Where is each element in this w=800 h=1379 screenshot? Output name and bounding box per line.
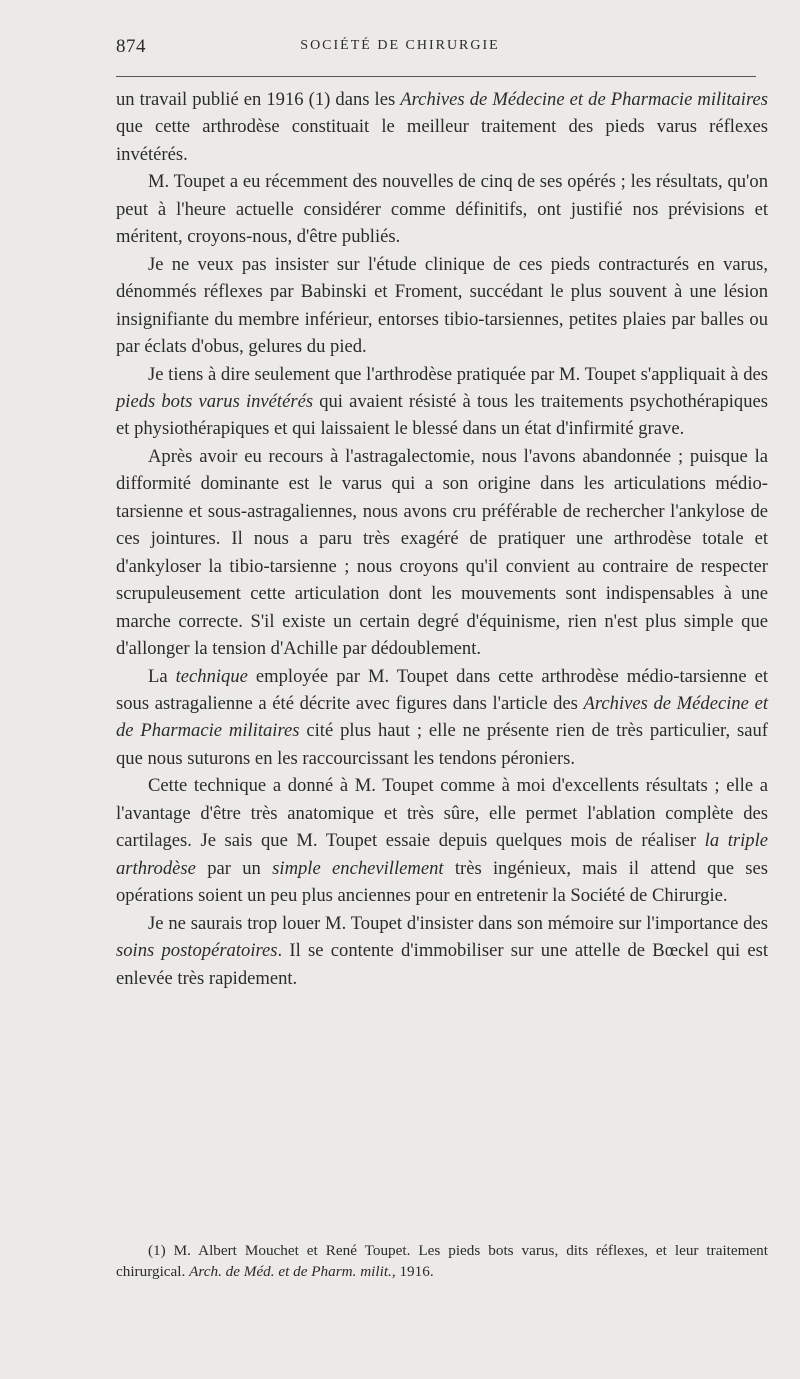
paragraph <box>116 663 768 773</box>
italic-text: Arch. de Méd. et de Pharm. milit. <box>189 1263 392 1280</box>
running-head: SOCIÉTÉ DE CHIRURGIE <box>300 38 500 53</box>
paragraph <box>116 86 768 168</box>
paragraph <box>116 772 768 909</box>
italic-text: technique <box>175 665 248 687</box>
italic-text: simple enchevillement <box>272 857 444 879</box>
text-run: Cette technique a donné à M. Toupet comme à moi d'excellents résultats ; elle a l'avantage d'être très anatomique et très sûre, elle permet l'ablation complète des cartilages. Je sais que M. Toupet essaie depuis quelques mois de réaliser <box>116 775 768 852</box>
paragraph <box>116 443 768 663</box>
text-run: Je ne saurais trop louer M. Toupet d'insister dans son mémoire sur l'importance des <box>148 912 768 934</box>
footnote-text <box>116 1240 768 1282</box>
italic-text: Archives de Médecine et de Pharmacie militaires <box>116 692 768 742</box>
text-run: , 1916. <box>391 1263 434 1280</box>
italic-text: la triple arthrodèse <box>116 830 768 879</box>
text-run: par un <box>195 857 273 879</box>
text-run: La <box>148 665 176 687</box>
italic-text: pieds bots varus invétérés <box>116 390 314 412</box>
text-run: un travail publié en 1916 (1) dans les <box>116 89 401 110</box>
text-run: . Il se contente d'immobiliser sur une attelle de Bœckel qui est enlevée très rapidement. <box>116 940 769 989</box>
text-run: Je tiens à dire seulement que l'arthrodèse pratiquée par M. Toupet s'appliquait à des <box>148 363 768 385</box>
text-run: M. Toupet a eu récemment des nouvelles de cinq de ses opérés ; les résultats, qu'on peut à l'heure actuelle considérer comme définitifs, ont justifié nos prévisions et méritent, croyons-nous, d'être publiés. <box>116 171 768 248</box>
page-header <box>0 30 800 70</box>
text-run: cité plus haut ; elle ne présente rien de très particulier, sauf que nous suturons en les raccourcissant les tendons péroniers. <box>116 720 768 769</box>
text-run: que cette arthrodèse constituait le meilleur traitement des pieds varus réflexes invétérés. <box>116 116 768 165</box>
header-rule <box>116 76 756 77</box>
paragraph <box>116 910 768 992</box>
paragraph <box>116 168 768 250</box>
italic-text: soins postopératoires <box>116 940 278 962</box>
text-run: qui avaient résisté à tous les traitements psychothérapiques et physiothérapiques et qui laissaient le blessé dans un état d'infirmité grave. <box>116 390 768 440</box>
text-run: très ingénieux, mais il attend que ses opérations soient un peu plus anciennes pour en entretenir la Société de Chirurgie. <box>116 857 768 907</box>
body-text <box>116 86 768 992</box>
text-run: Je ne veux pas insister sur l'étude clinique de ces pieds contracturés en varus, dénommés réflexes par Babinski et Froment, succédant le plus souvent à une lésion insignifiante du membre inférieur, entorses tibio-tarsiennes, petites plaies par balles ou par éclats d'obus, gelures du pied. <box>116 253 768 358</box>
text-run: Après avoir eu recours à l'astragalectomie, nous l'avons abandonnée ; puisque la difformité dominante est le varus qui a son origine dans les articulations médio-tarsienne et sous-astragaliennes, nous avons cru préférable de rechercher l'ankylose de ces jointures. Il nous a paru très exagéré de pratiquer une arthrodèse totale et d'ankyloser la tibio-tarsienne ; nous croyons qu'il convient au contraire de respecter scrupuleusement cette articulation dont les mouvements sont indispensables à une marche correcte. S'il existe un certain degré d'équinisme, rien n'est plus simple que d'allonger la tension d'Achille par dédoublement. <box>116 445 768 660</box>
paragraph <box>116 361 768 443</box>
text-run: employée par M. Toupet dans cette arthrodèse médio-tarsienne et sous astragalienne a été décrite avec figures dans l'article des <box>116 665 769 714</box>
footnote <box>116 1240 768 1282</box>
italic-text: Archives de Médecine et de Pharmacie militaires <box>400 89 769 110</box>
paragraph <box>116 251 768 361</box>
text-run: (1) M. Albert Mouchet et René Toupet. Les pieds bots varus, dits réflexes, et leur traitement chirurgical. <box>116 1242 768 1280</box>
page-number: 874 <box>116 36 146 57</box>
